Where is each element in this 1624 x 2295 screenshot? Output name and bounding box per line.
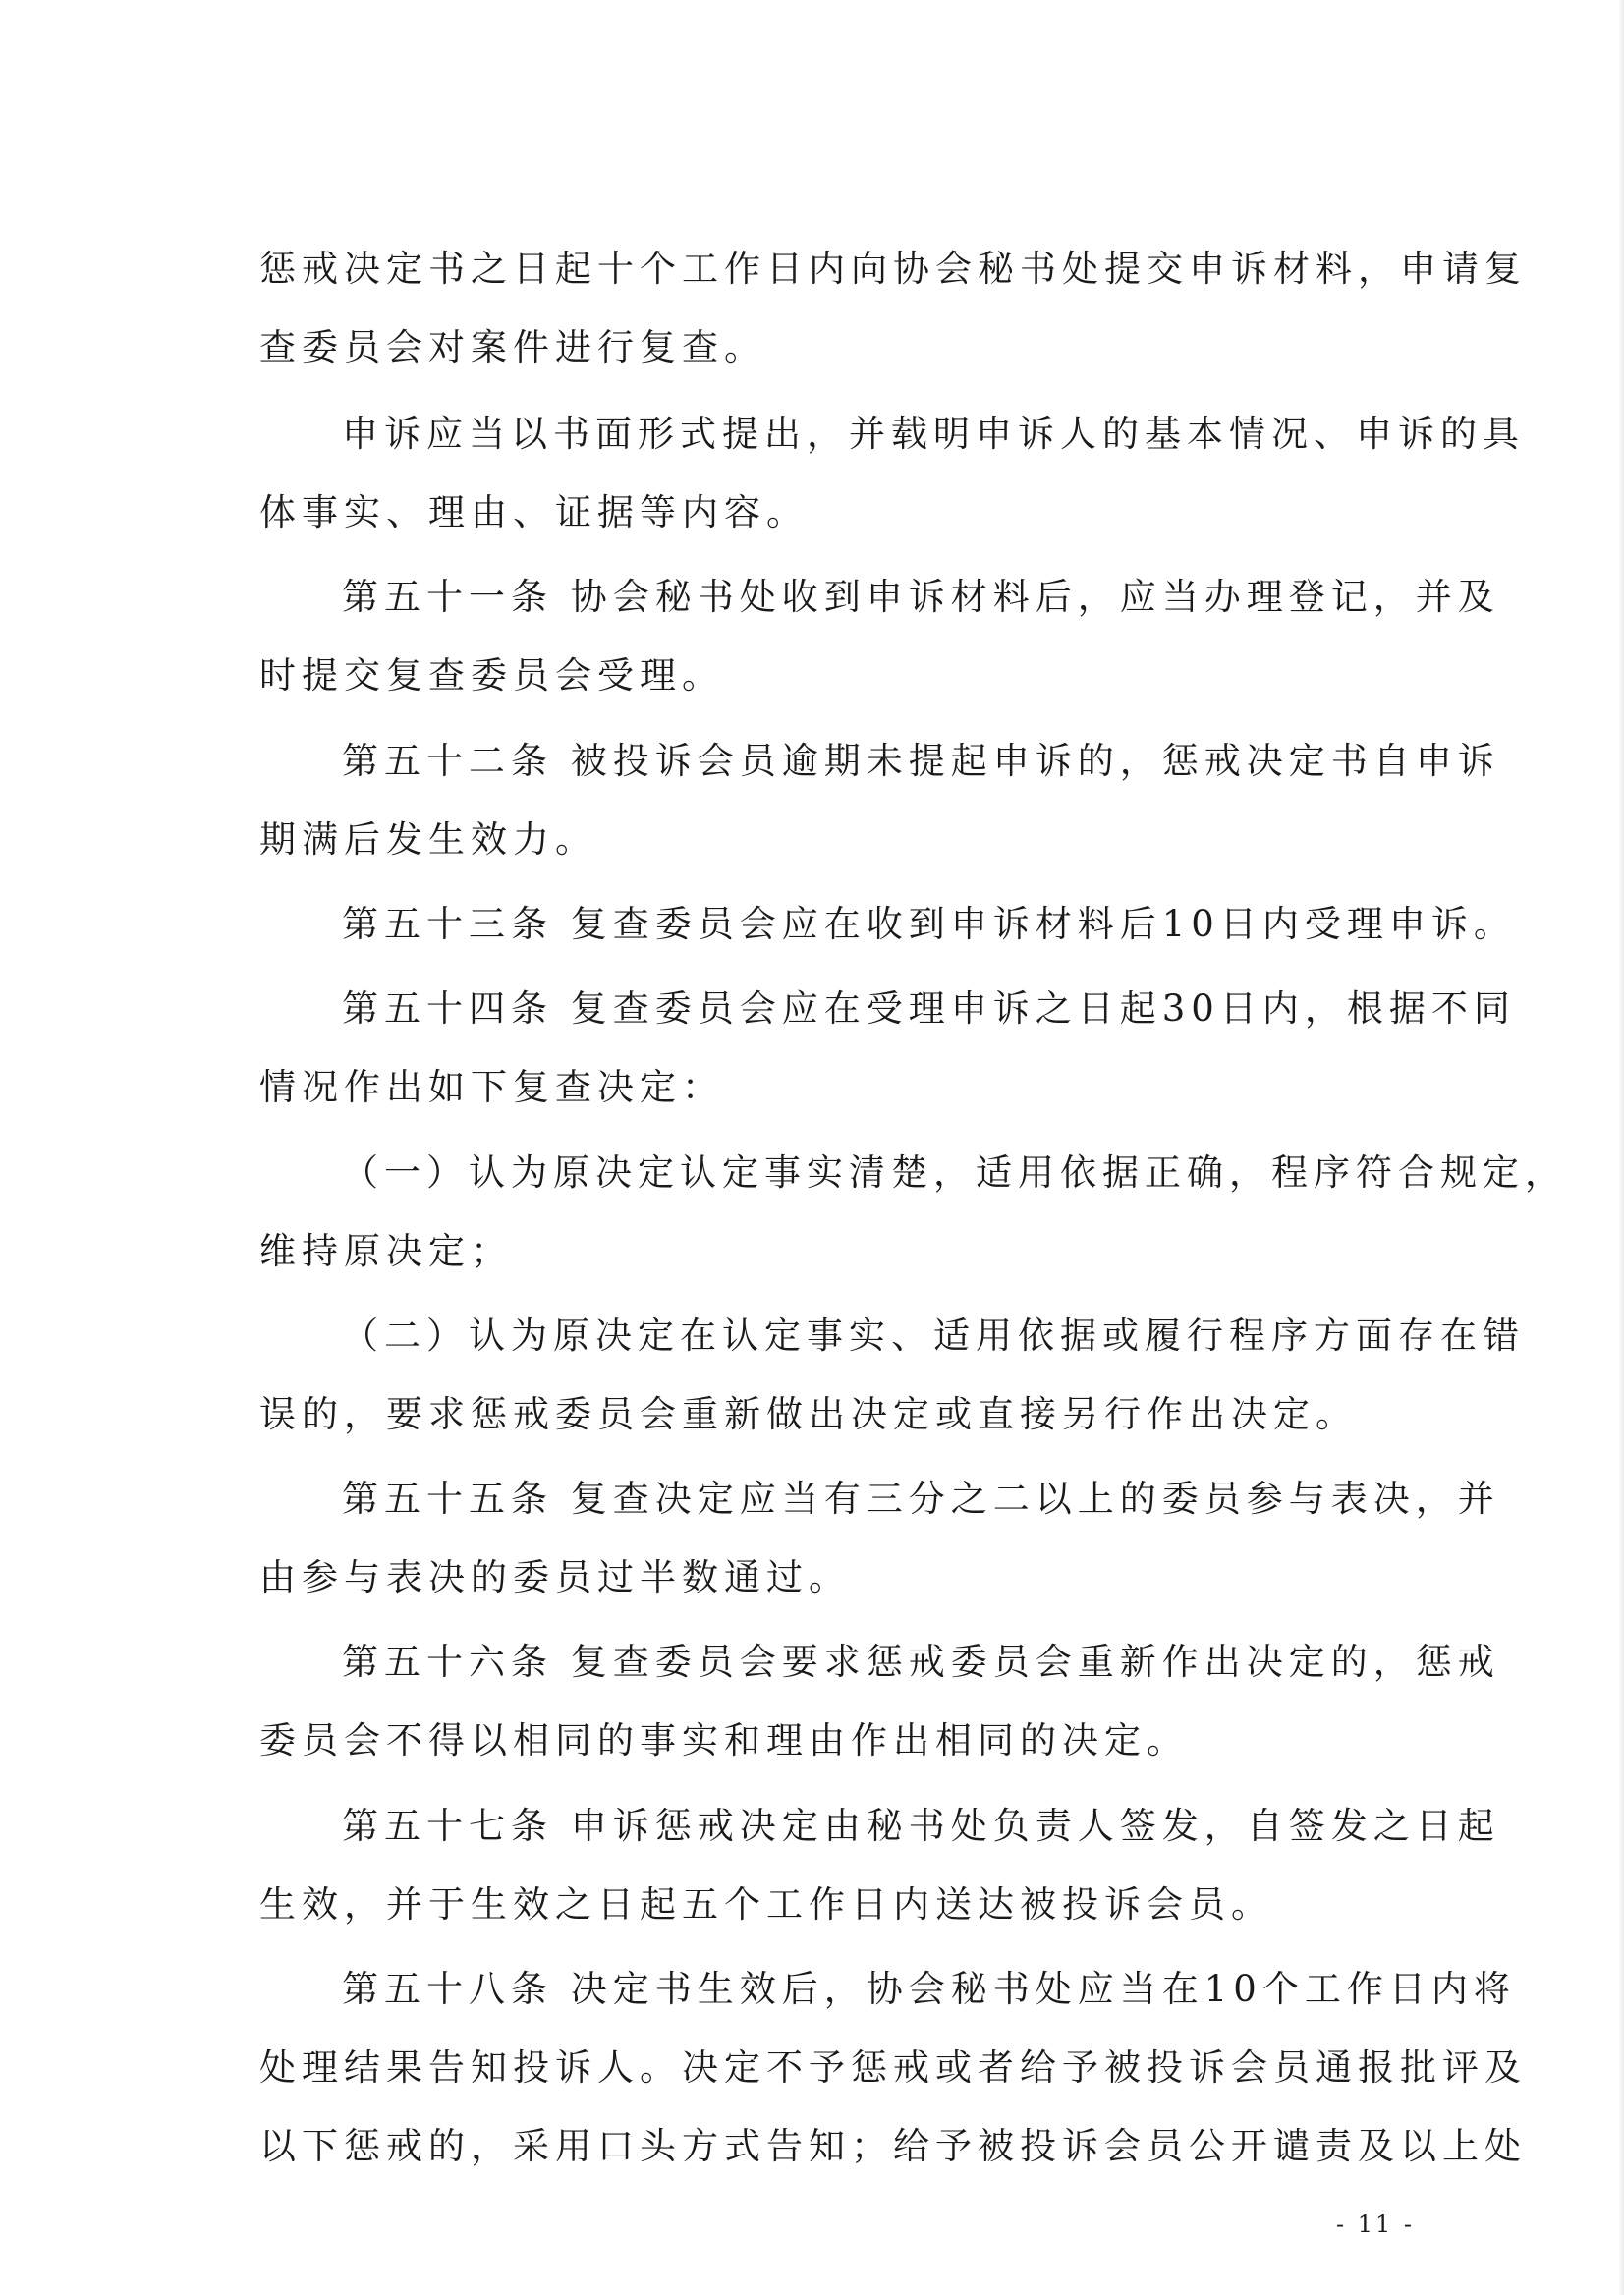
scan-edge-shadow bbox=[1618, 0, 1624, 2295]
text-line: 第五十一条 协会秘书处收到申诉材料后，应当办理登记，并及 bbox=[342, 576, 1500, 618]
text-line: 第五十八条 决定书生效后，协会秘书处应当在10个工作日内将 bbox=[342, 1968, 1516, 2010]
text-line: 查委员会对案件进行复查。 bbox=[259, 326, 766, 368]
text-line: 第五十五条 复查决定应当有三分之二以上的委员参与表决，并 bbox=[342, 1478, 1500, 1520]
text-line: 以下惩戒的，采用口头方式告知；给予被投诉会员公开谴责及以上处 bbox=[259, 2125, 1527, 2167]
text-line: 维持原决定； bbox=[259, 1230, 513, 1272]
text-line: 误的，要求惩戒委员会重新做出决定或直接另行作出决定。 bbox=[259, 1393, 1358, 1435]
text-line: 委员会不得以相同的事实和理由作出相同的决定。 bbox=[259, 1719, 1189, 1762]
text-line: 期满后发生效力。 bbox=[259, 818, 597, 861]
text-line: 惩戒决定书之日起十个工作日内向协会秘书处提交申诉材料，申请复 bbox=[259, 248, 1527, 290]
text-line: 情况作出如下复查决定： bbox=[259, 1066, 724, 1108]
text-line: 体事实、理由、证据等内容。 bbox=[259, 491, 809, 533]
text-line: 时提交复查委员会受理。 bbox=[259, 654, 724, 697]
text-line: 第五十六条 复查委员会要求惩戒委员会重新作出决定的，惩戒 bbox=[342, 1641, 1500, 1683]
text-line: （二）认为原决定在认定事实、适用依据或履行程序方面存在错 bbox=[342, 1315, 1525, 1357]
text-line: 第五十二条 被投诉会员逾期未提起申诉的，惩戒决定书自申诉 bbox=[342, 740, 1500, 782]
text-line: 第五十四条 复查委员会应在受理申诉之日起30日内，根据不同 bbox=[342, 987, 1516, 1030]
text-line: （一）认为原决定认定事实清楚，适用依据正确，程序符合规定， bbox=[342, 1151, 1567, 1194]
text-line: 处理结果告知投诉人。决定不予惩戒或者给予被投诉会员通报批评及 bbox=[259, 2046, 1527, 2089]
text-line: 第五十七条 申诉惩戒决定由秘书处负责人签发，自签发之日起 bbox=[342, 1805, 1500, 1847]
text-line: 第五十三条 复查委员会应在收到申诉材料后10日内受理申诉。 bbox=[342, 903, 1516, 945]
text-line: 生效，并于生效之日起五个工作日内送达被投诉会员。 bbox=[259, 1883, 1273, 1926]
text-line: 由参与表决的委员过半数通过。 bbox=[259, 1556, 851, 1598]
text-line: 申诉应当以书面形式提出，并载明申诉人的基本情况、申诉的具 bbox=[342, 413, 1525, 455]
page-number: - 11 - bbox=[1336, 2211, 1416, 2238]
